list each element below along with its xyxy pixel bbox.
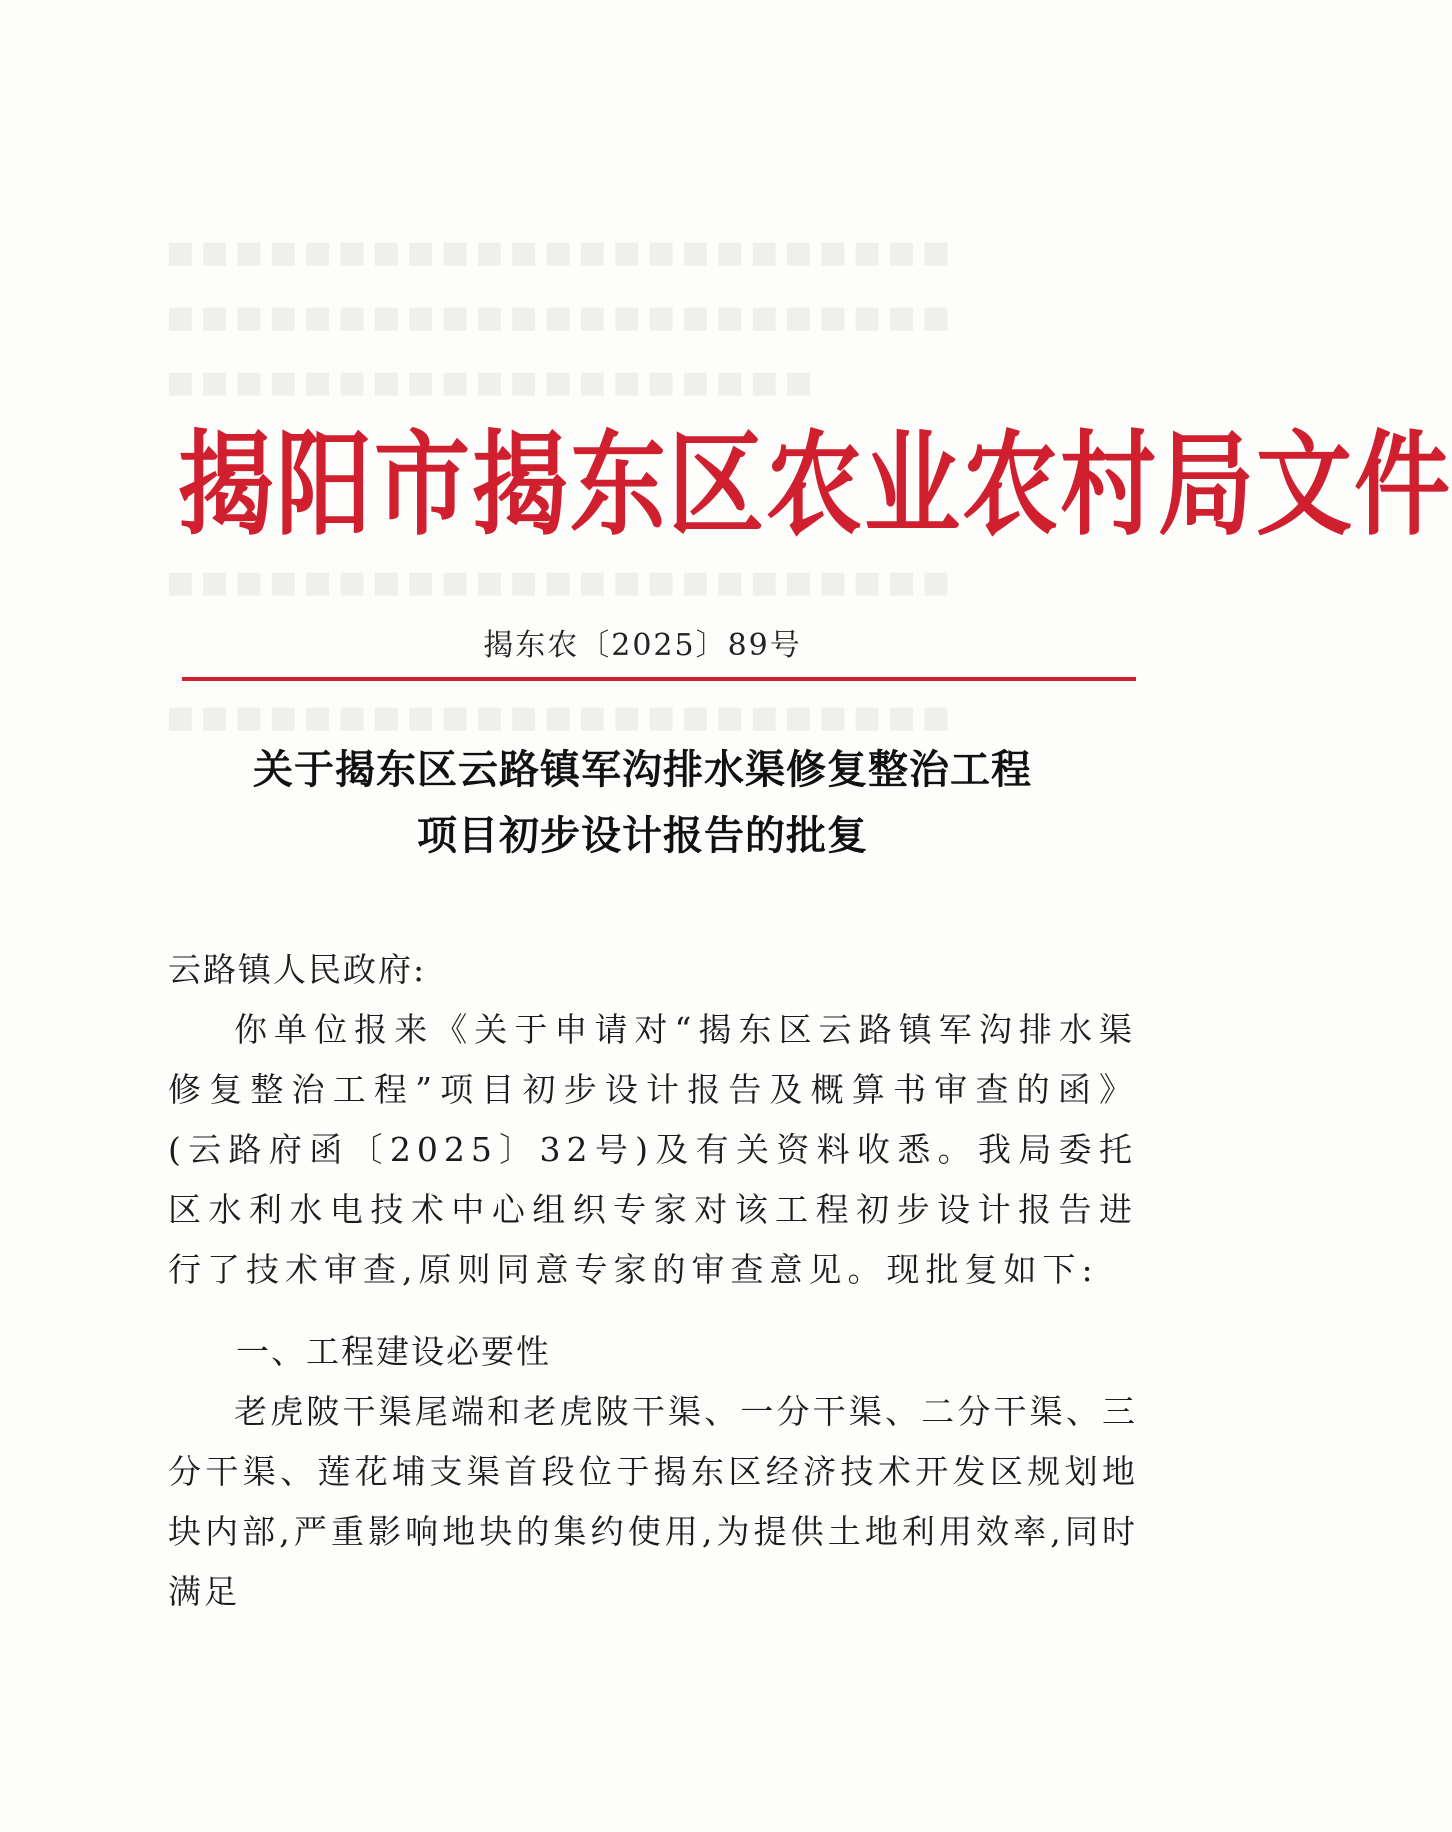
bleed-through-text: ■■■■■■■■■■■■■■■■■■■■■■■ (160, 235, 950, 270)
bleed-through-text: ■■■■■■■■■■■■■■■■■■■ (160, 365, 813, 400)
bleed-through-text: ■■■■■■■■■■■■■■■■■■■■■■■ (160, 300, 950, 335)
document-title-line-1: 关于揭东区云路镇军沟排水渠修复整治工程 (253, 747, 1032, 793)
document-number: 揭东农〔2025〕89号 (483, 628, 802, 663)
bleed-through-text: ■■■■■■■■■■■■■■■■■■■■■■■ (160, 700, 950, 735)
red-divider-line (182, 677, 1136, 681)
section-heading-1: 一、工程建设必要性 (236, 1332, 551, 1371)
body-paragraph-2: 老虎陂干渠尾端和老虎陂干渠、一分干渠、二分干渠、三分干渠、莲花埔支渠首段位于揭东区经济技术开发区规划地块内部,严重影响地块的集约使用,为提供土地利用效率,同时满足 (168, 1392, 1138, 1611)
document-title-line-2: 项目初步设计报告的批复 (417, 813, 868, 859)
salutation: 云路镇人民政府: (168, 950, 427, 989)
bleed-through-text: ■■■■■■■■■■■■■■■■■■■■■■■ (160, 565, 950, 600)
body-paragraph-1: 你单位报来《关于申请对“揭东区云路镇军沟排水渠修复整治工程”项目初步设计报告及概算书审查的函》(云路府函〔2025〕32号)及有关资料收悉。我局委托区水利水电技术中心组织专家对该工程初步设计报告进行了技术审查,原则同意专家的审查意见。现批复如下: (168, 1010, 1138, 1289)
issuing-authority-header: 揭阳市揭东区农业农村局文件 (178, 417, 1452, 552)
